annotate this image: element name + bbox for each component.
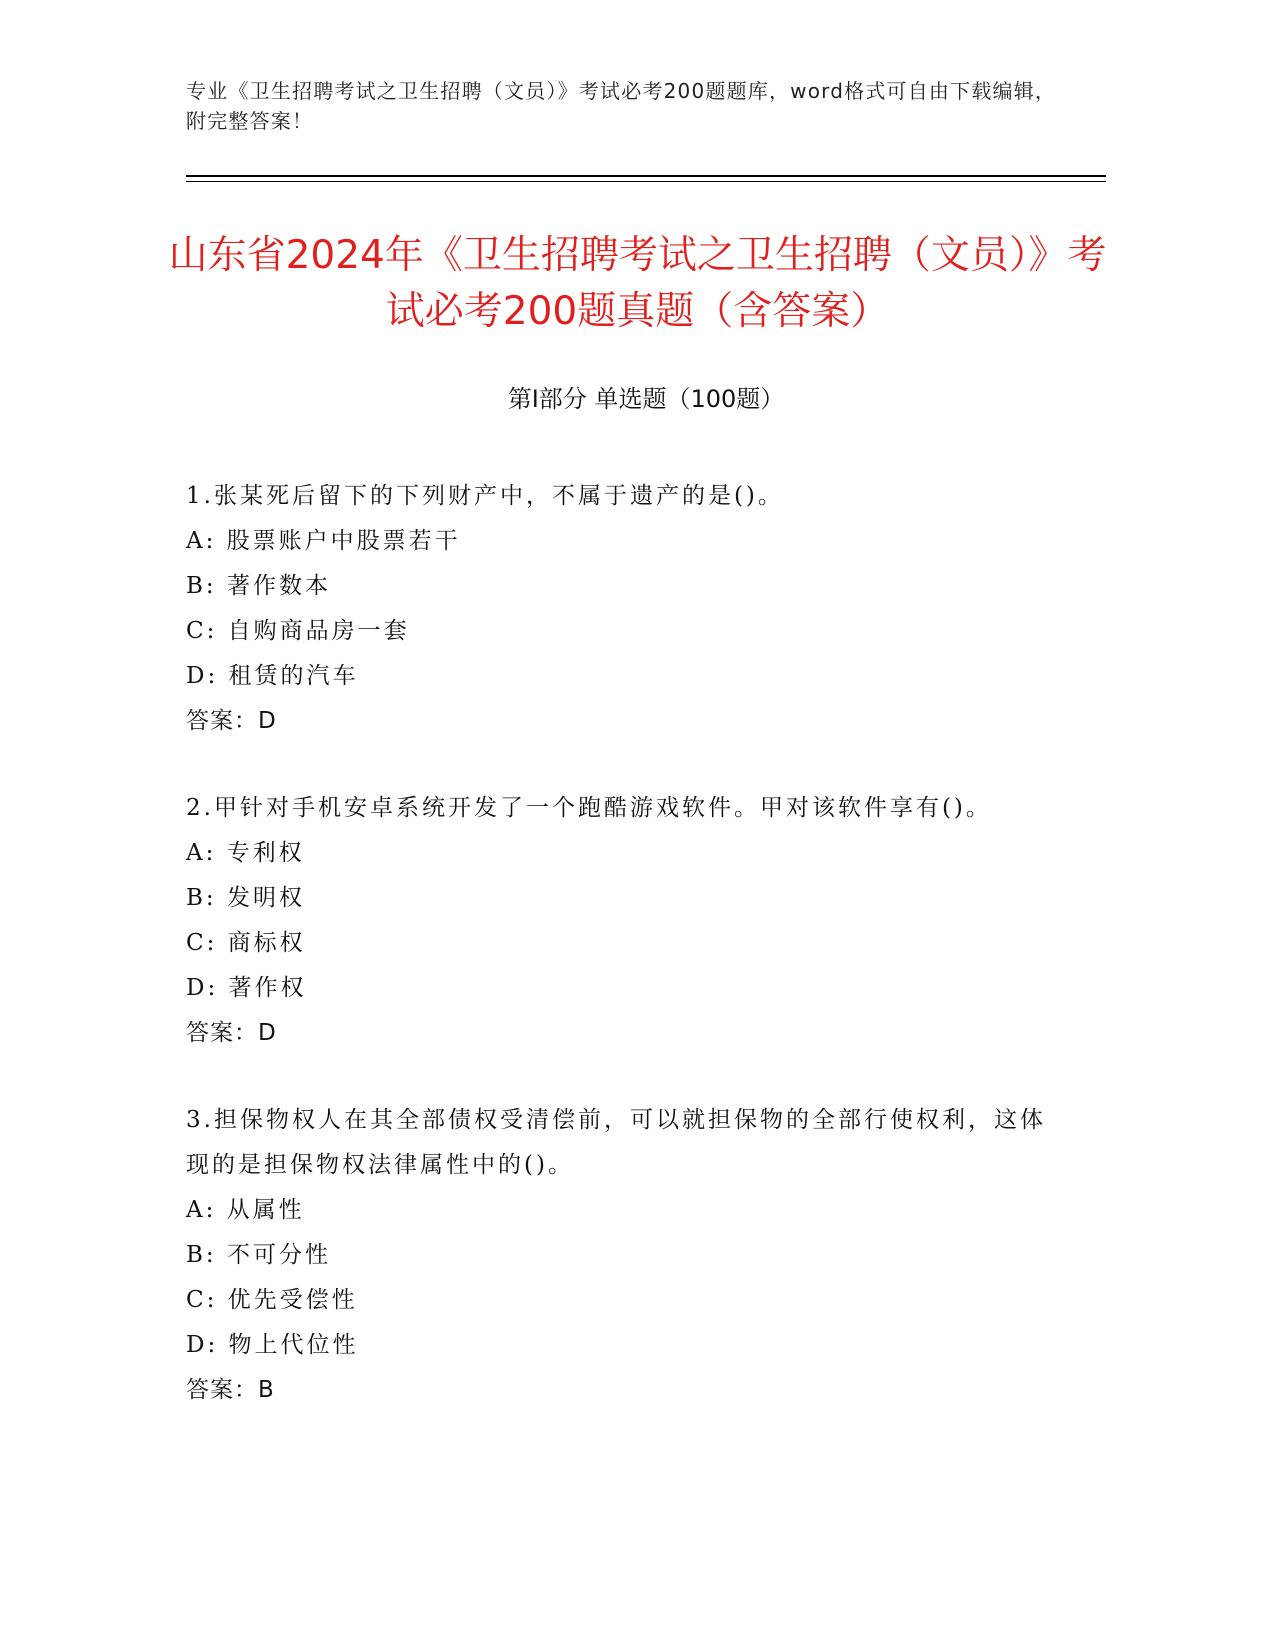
answer: 答案：D [186, 708, 277, 734]
option-c: C: 优先受偿性 [186, 1287, 358, 1313]
question-list [186, 474, 1046, 1455]
document-title: 山东省2024年《卫生招聘考试之卫生招聘（文员）》考试必考200题真题（含答案） [168, 233, 1107, 334]
option-a: A: 从属性 [186, 1197, 305, 1223]
option-c: C: 自购商品房一套 [186, 618, 410, 644]
question-3 [186, 1098, 1046, 1413]
option-a: A: 专利权 [186, 840, 305, 866]
section-title: 第I部分 单选题（100题） [507, 385, 785, 413]
option-a: A: 股票账户中股票若干 [186, 528, 461, 554]
answer: 答案：D [186, 1020, 277, 1046]
question-stem: 3.担保物权人在其全部债权受清偿前，可以就担保物的全部行使权利，这体现的是担保物权法律属性中的()。 [186, 1107, 1046, 1178]
header-divider-thick [186, 175, 1106, 177]
option-c: C: 商标权 [186, 930, 306, 956]
header-note: 专业《卫生招聘考试之卫生招聘（文员）》考试必考200题题库，word格式可自由下载编辑，附完整答案！ [186, 79, 1057, 133]
question-1 [186, 474, 1046, 744]
answer: 答案：B [186, 1377, 275, 1403]
header-divider-thin [186, 181, 1106, 182]
option-b: B: 发明权 [186, 885, 305, 911]
option-d: D: 租赁的汽车 [186, 663, 359, 689]
option-b: B: 不可分性 [186, 1242, 331, 1268]
question-2 [186, 786, 1046, 1056]
question-stem: 1.张某死后留下的下列财产中，不属于遗产的是()。 [186, 483, 784, 509]
option-d: D: 物上代位性 [186, 1332, 359, 1358]
question-stem: 2.甲针对手机安卓系统开发了一个跑酷游戏软件。甲对该软件享有()。 [186, 795, 992, 821]
option-b: B: 著作数本 [186, 573, 331, 599]
option-d: D: 著作权 [186, 975, 307, 1001]
